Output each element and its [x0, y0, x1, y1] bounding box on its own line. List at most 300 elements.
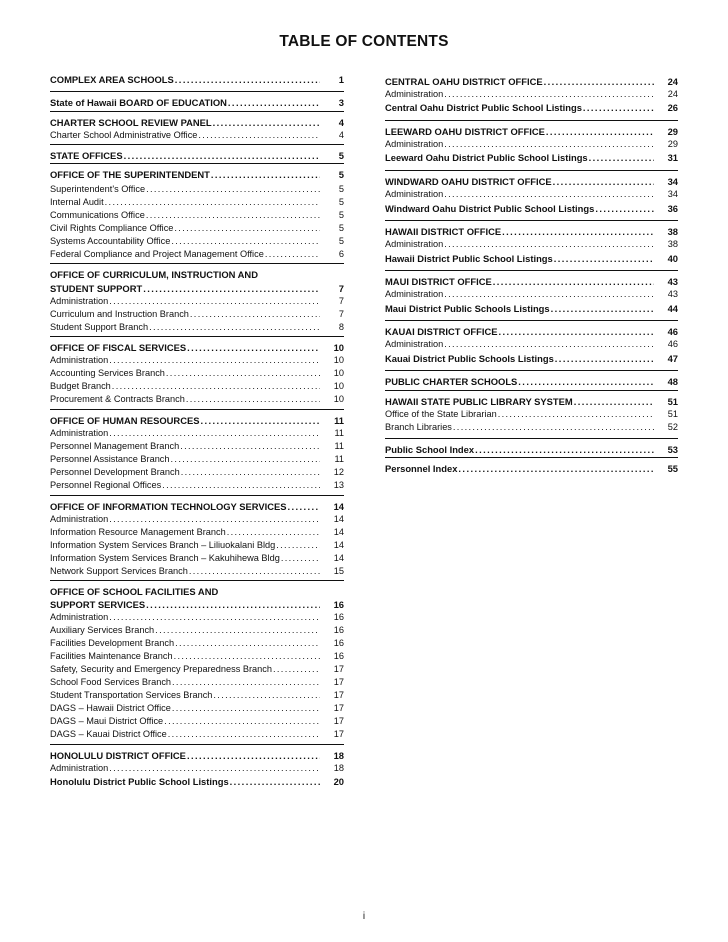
toc-entry-page: 7: [338, 309, 344, 319]
dot-leader: [105, 197, 320, 208]
toc-entry-page: 17: [333, 716, 344, 726]
dot-leader: [518, 376, 654, 387]
toc-entry-label: Administration: [50, 763, 109, 773]
toc-entry[interactable]: [50, 514, 344, 525]
toc-entry-label: OFFICE OF CURRICULUM, INSTRUCTION AND: [50, 269, 258, 280]
toc-entry-label: STUDENT SUPPORT: [50, 283, 143, 294]
dot-leader: [444, 239, 654, 250]
dot-leader: [444, 89, 654, 100]
dot-leader: [493, 276, 654, 287]
toc-entry[interactable]: [50, 729, 344, 740]
toc-entry-label: OFFICE OF THE SUPERINTENDENT: [50, 169, 210, 180]
toc-entry-label: Information System Services Branch – Liliuokalani Bldg: [50, 540, 276, 550]
toc-entry-label: CHARTER SCHOOL REVIEW PANEL: [50, 117, 212, 128]
toc-entry-label: Administration: [50, 428, 109, 438]
dot-leader: [498, 409, 654, 420]
toc-entry-page: 10: [333, 368, 344, 378]
toc-entry-label: School Food Services Branch: [50, 677, 172, 687]
toc-entry[interactable]: [50, 776, 344, 787]
toc-entry-page: 7: [338, 296, 344, 306]
dot-leader: [181, 467, 320, 478]
toc-entry[interactable]: [50, 690, 344, 701]
toc-entry[interactable]: [50, 501, 344, 512]
toc-entry-page: 48: [667, 376, 678, 387]
section-divider: [385, 120, 678, 121]
dot-leader: [499, 326, 655, 337]
toc-entry-page: 5: [338, 197, 344, 207]
toc-entry[interactable]: [50, 169, 344, 180]
dot-leader: [458, 463, 654, 474]
dot-leader: [198, 130, 320, 141]
dot-leader: [553, 176, 654, 187]
toc-entry[interactable]: [50, 184, 344, 195]
toc-entry[interactable]: [385, 303, 678, 314]
toc-entry-page: 11: [334, 454, 344, 464]
toc-entry-page: 13: [333, 480, 344, 490]
toc-entry-label: Personnel Regional Offices: [50, 480, 162, 490]
section-divider: [50, 91, 344, 92]
toc-entry-label: Administration: [50, 296, 109, 306]
toc-entry-label: DAGS – Kauai District Office: [50, 729, 167, 739]
toc-entry-page: 52: [667, 422, 678, 432]
dot-leader: [166, 368, 320, 379]
toc-entry-label: Communications Office: [50, 210, 145, 220]
section-divider: [50, 144, 344, 145]
dot-leader: [444, 189, 654, 200]
toc-entry-label: Facilities Maintenance Branch: [50, 651, 173, 661]
toc-entry-label: Federal Compliance and Project Management Office: [50, 249, 264, 259]
toc-entry-page: 5: [338, 210, 344, 220]
toc-entry-label: Administration: [385, 339, 444, 349]
toc-entry-page: 43: [667, 276, 678, 287]
toc-entry[interactable]: [50, 599, 344, 610]
toc-entry-label: Safety, Security and Emergency Preparedness Branch: [50, 664, 272, 674]
toc-entry[interactable]: [50, 309, 344, 320]
toc-entry[interactable]: [385, 353, 678, 364]
dot-leader: [281, 553, 320, 564]
dot-leader: [502, 226, 654, 237]
toc-entry-page: 46: [667, 339, 678, 349]
page-title: TABLE OF CONTENTS: [279, 33, 449, 50]
section-divider: [385, 320, 678, 321]
section-divider: [385, 220, 678, 221]
toc-entry[interactable]: [50, 97, 344, 108]
toc-entry[interactable]: [50, 664, 344, 675]
toc-entry-label: WINDWARD OAHU DISTRICT OFFICE: [385, 176, 552, 187]
dot-leader: [172, 677, 320, 688]
toc-entry[interactable]: [50, 236, 344, 247]
toc-entry-label: Systems Accountability Office: [50, 236, 171, 246]
toc-entry[interactable]: [50, 763, 344, 774]
toc-entry-label: Administration: [385, 289, 444, 299]
toc-entry-page: 5: [338, 236, 344, 246]
toc-entry-page: 17: [333, 690, 344, 700]
toc-entry[interactable]: [50, 703, 344, 714]
dot-leader: [574, 396, 654, 407]
dot-leader: [227, 527, 320, 538]
dot-leader: [583, 102, 654, 113]
dot-leader: [187, 750, 320, 761]
dot-leader: [155, 625, 320, 636]
toc-entry-page: 29: [667, 126, 678, 137]
dot-leader: [544, 76, 654, 87]
dot-leader: [200, 415, 320, 426]
toc-entry[interactable]: [385, 326, 678, 337]
dot-leader: [109, 428, 320, 439]
toc-entry-page: 17: [333, 729, 344, 739]
toc-entry[interactable]: [385, 276, 678, 287]
dot-leader: [146, 184, 320, 195]
dot-leader: [444, 139, 654, 150]
toc-entry-label: Superintendent's Office: [50, 184, 146, 194]
toc-entry[interactable]: [50, 454, 344, 465]
toc-entry-page: 38: [667, 226, 678, 237]
section-divider: [385, 390, 678, 391]
section-divider: [50, 263, 344, 264]
toc-entry-page: 24: [667, 76, 678, 87]
dot-leader: [475, 444, 654, 455]
toc-entry[interactable]: [50, 677, 344, 688]
toc-entry[interactable]: [50, 480, 344, 491]
toc-entry[interactable]: [385, 139, 678, 150]
dot-leader: [595, 203, 654, 214]
toc-entry-page: 44: [667, 303, 678, 314]
toc-entry-page: 16: [333, 599, 344, 610]
toc-entry[interactable]: [50, 716, 344, 727]
toc-entry-label: COMPLEX AREA SCHOOLS: [50, 74, 174, 85]
toc-entry-label: HONOLULU DISTRICT OFFICE: [50, 750, 186, 761]
toc-entry-label: Administration: [385, 239, 444, 249]
toc-entry-label: Administration: [50, 514, 109, 524]
dot-leader: [190, 309, 320, 320]
toc-entry-page: 10: [333, 355, 344, 365]
section-divider: [385, 438, 678, 439]
toc-entry-page: 14: [333, 540, 344, 550]
dot-leader: [175, 638, 320, 649]
toc-entry[interactable]: [50, 197, 344, 208]
toc-entry[interactable]: [385, 422, 678, 433]
toc-entry-page: 11: [334, 441, 344, 451]
dot-leader: [109, 514, 320, 525]
toc-entry-page: 17: [333, 677, 344, 687]
dot-leader: [554, 253, 654, 264]
section-divider: [50, 163, 344, 164]
toc-entry[interactable]: [50, 355, 344, 366]
section-divider: [50, 111, 344, 112]
toc-entry-page: 43: [667, 289, 678, 299]
toc-entry[interactable]: [50, 269, 344, 280]
page-number: i: [362, 911, 366, 922]
dot-leader: [175, 74, 320, 85]
toc-entry[interactable]: [50, 74, 344, 85]
dot-leader: [213, 117, 320, 128]
toc-entry-label: Public School Index: [385, 444, 475, 455]
toc-entry-label: OFFICE OF INFORMATION TECHNOLOGY SERVICES: [50, 501, 287, 512]
dot-leader: [164, 716, 320, 727]
toc-entry[interactable]: [50, 441, 344, 452]
toc-entry-label: Honolulu District Public School Listings: [50, 776, 229, 787]
toc-entry[interactable]: [385, 152, 678, 163]
dot-leader: [555, 353, 654, 364]
toc-entry-label: OFFICE OF SCHOOL FACILITIES AND: [50, 586, 219, 597]
toc-entry-page: 14: [333, 501, 344, 512]
toc-entry-label: DAGS – Hawaii District Office: [50, 703, 171, 713]
toc-entry[interactable]: [50, 638, 344, 649]
toc-entry-label: Student Support Branch: [50, 322, 149, 332]
toc-entry-page: 14: [333, 514, 344, 524]
toc-entry[interactable]: [385, 176, 678, 187]
dot-leader: [287, 501, 320, 512]
section-divider: [50, 580, 344, 581]
toc-entry-page: 16: [333, 638, 344, 648]
section-divider: [385, 457, 678, 458]
dot-leader: [112, 381, 320, 392]
dot-leader: [589, 152, 654, 163]
toc-entry-page: 7: [338, 283, 344, 294]
toc-entry-label: Charter School Administrative Office: [50, 130, 198, 140]
toc-entry-label: Civil Rights Compliance Office: [50, 223, 174, 233]
toc-entry[interactable]: [50, 283, 344, 294]
toc-entry[interactable]: [50, 467, 344, 478]
dot-leader: [211, 169, 320, 180]
dot-leader: [273, 664, 320, 675]
dot-leader: [186, 394, 320, 405]
toc-entry[interactable]: [50, 586, 344, 597]
toc-entry-page: 10: [333, 381, 344, 391]
toc-entry[interactable]: [385, 444, 678, 455]
toc-entry-label: HAWAII DISTRICT OFFICE: [385, 226, 502, 237]
section-divider: [50, 495, 344, 496]
toc-entry[interactable]: [385, 203, 678, 214]
dot-leader: [146, 599, 320, 610]
dot-leader: [551, 303, 654, 314]
dot-leader: [444, 339, 654, 350]
dot-leader: [171, 454, 320, 465]
toc-entry[interactable]: [50, 381, 344, 392]
dot-leader: [171, 236, 320, 247]
toc-entry-label: Personnel Assistance Branch: [50, 454, 170, 464]
toc-entry-label: Internal Audit: [50, 197, 104, 207]
toc-entry-label: Windward Oahu District Public School Listings: [385, 203, 595, 214]
toc-entry-page: 36: [667, 203, 678, 214]
toc-entry-label: HAWAII STATE PUBLIC LIBRARY SYSTEM: [385, 396, 573, 407]
toc-entry-label: OFFICE OF FISCAL SERVICES: [50, 342, 187, 353]
toc-entry-page: 11: [334, 428, 344, 438]
dot-leader: [109, 612, 320, 623]
section-divider: [385, 270, 678, 271]
toc-entry-page: 17: [333, 664, 344, 674]
toc-entry[interactable]: [50, 540, 344, 551]
toc-entry-page: 14: [333, 553, 344, 563]
toc-entry-page: 3: [338, 97, 344, 108]
toc-entry-label: DAGS – Maui District Office: [50, 716, 164, 726]
toc-entry-label: OFFICE OF HUMAN RESOURCES: [50, 415, 200, 426]
dot-leader: [213, 690, 320, 701]
toc-entry[interactable]: [50, 210, 344, 221]
toc-entry-page: 1: [338, 74, 344, 85]
toc-entry-page: 34: [667, 176, 678, 187]
toc-entry-label: Administration: [385, 89, 444, 99]
section-divider: [50, 744, 344, 745]
toc-entry[interactable]: [50, 342, 344, 353]
toc-entry-label: State of Hawaii BOARD OF EDUCATION: [50, 97, 227, 108]
dot-leader: [109, 296, 320, 307]
dot-leader: [187, 342, 320, 353]
toc-entry-page: 29: [667, 139, 678, 149]
dot-leader: [265, 249, 320, 260]
toc-entry-label: Administration: [50, 612, 109, 622]
toc-entry[interactable]: [385, 102, 678, 113]
toc-entry[interactable]: [385, 76, 678, 87]
toc-entry[interactable]: [385, 339, 678, 350]
dot-leader: [276, 540, 320, 551]
toc-entry-page: 51: [667, 409, 678, 419]
toc-entry-page: 16: [333, 651, 344, 661]
toc-entry-page: 24: [667, 89, 678, 99]
toc-entry[interactable]: [50, 368, 344, 379]
toc-entry[interactable]: [50, 223, 344, 234]
toc-entry-page: 10: [333, 342, 344, 353]
toc-entry-page: 17: [333, 703, 344, 713]
toc-entry-label: Auxiliary Services Branch: [50, 625, 155, 635]
toc-entry-page: 34: [667, 189, 678, 199]
toc-entry-label: Procurement & Contracts Branch: [50, 394, 185, 404]
dot-leader: [228, 97, 320, 108]
toc-entry[interactable]: [385, 409, 678, 420]
toc-entry-label: Hawaii District Public School Listings: [385, 253, 553, 264]
dot-leader: [146, 210, 320, 221]
dot-leader: [143, 283, 320, 294]
section-divider: [50, 409, 344, 410]
toc-entry-page: 38: [667, 239, 678, 249]
toc-entry[interactable]: [50, 612, 344, 623]
toc-entry[interactable]: [50, 150, 344, 161]
toc-entry-page: 20: [333, 776, 344, 787]
toc-entry-label: Kauai District Public Schools Listings: [385, 353, 554, 364]
dot-leader: [230, 776, 320, 787]
toc-entry-page: 12: [333, 467, 344, 477]
toc-entry[interactable]: [50, 553, 344, 564]
dot-leader: [174, 223, 320, 234]
toc-entry-page: 31: [667, 152, 678, 163]
toc-entry-label: CENTRAL OAHU DISTRICT OFFICE: [385, 76, 543, 87]
toc-entry-page: 47: [667, 353, 678, 364]
toc-entry[interactable]: [50, 117, 344, 128]
dot-leader: [180, 441, 320, 452]
section-divider: [50, 336, 344, 337]
toc-entry[interactable]: [50, 750, 344, 761]
toc-entry-page: 18: [333, 750, 344, 761]
dot-leader: [172, 703, 320, 714]
toc-entry[interactable]: [50, 651, 344, 662]
toc-entry-label: Accounting Services Branch: [50, 368, 165, 378]
toc-entry-label: Central Oahu District Public School Listings: [385, 102, 582, 113]
dot-leader: [453, 422, 654, 433]
toc-entry[interactable]: [385, 396, 678, 407]
toc-entry-label: STATE OFFICES: [50, 150, 123, 161]
toc-entry[interactable]: [50, 130, 344, 141]
toc-entry-page: 5: [338, 169, 344, 180]
section-divider: [385, 170, 678, 171]
toc-entry-label: LEEWARD OAHU DISTRICT OFFICE: [385, 126, 545, 137]
toc-entry-label: Branch Libraries: [385, 422, 452, 432]
toc-entry-label: Curriculum and Instruction Branch: [50, 309, 189, 319]
dot-leader: [189, 566, 320, 577]
toc-entry-page: 40: [667, 253, 678, 264]
toc-entry[interactable]: [385, 126, 678, 137]
toc-entry-label: Administration: [50, 355, 109, 365]
toc-entry-page: 10: [333, 394, 344, 404]
toc-entry[interactable]: [385, 239, 678, 250]
dot-leader: [149, 322, 320, 333]
dot-leader: [168, 729, 320, 740]
toc-entry-label: Personnel Management Branch: [50, 441, 180, 451]
toc-entry-label: Information System Services Branch – Kakuhihewa Bldg: [50, 553, 280, 563]
toc-entry-label: Information Resource Management Branch: [50, 527, 226, 537]
toc-entry-page: 15: [333, 566, 344, 576]
toc-entry[interactable]: [50, 566, 344, 577]
toc-entry[interactable]: [50, 322, 344, 333]
toc-entry-label: SUPPORT SERVICES: [50, 599, 146, 610]
toc-entry[interactable]: [50, 415, 344, 426]
toc-entry-page: 46: [667, 326, 678, 337]
toc-entry-label: KAUAI DISTRICT OFFICE: [385, 326, 498, 337]
toc-entry-page: 5: [338, 150, 344, 161]
toc-entry-page: 26: [667, 102, 678, 113]
toc-entry-label: PUBLIC CHARTER SCHOOLS: [385, 376, 518, 387]
toc-entry[interactable]: [50, 527, 344, 538]
toc-entry-label: Administration: [385, 189, 444, 199]
dot-leader: [174, 651, 320, 662]
toc-entry-label: MAUI DISTRICT OFFICE: [385, 276, 492, 287]
toc-entry[interactable]: [50, 296, 344, 307]
toc-entry[interactable]: [50, 625, 344, 636]
toc-entry[interactable]: [385, 253, 678, 264]
dot-leader: [109, 763, 320, 774]
toc-entry-page: 51: [667, 396, 678, 407]
toc-entry-label: Personnel Development Branch: [50, 467, 180, 477]
toc-entry-page: 16: [333, 612, 344, 622]
toc-entry[interactable]: [385, 376, 678, 387]
toc-entry-label: Maui District Public Schools Listings: [385, 303, 550, 314]
toc-entry-label: Administration: [385, 139, 444, 149]
toc-entry-page: 11: [334, 415, 344, 426]
toc-entry-label: Facilities Development Branch: [50, 638, 175, 648]
toc-entry[interactable]: [385, 463, 678, 474]
dot-leader: [444, 289, 654, 300]
dot-leader: [546, 126, 654, 137]
toc-entry[interactable]: [385, 189, 678, 200]
section-divider: [385, 370, 678, 371]
toc-entry-label: Budget Branch: [50, 381, 111, 391]
toc-entry[interactable]: [385, 89, 678, 100]
toc-entry[interactable]: [50, 394, 344, 405]
toc-entry[interactable]: [50, 428, 344, 439]
dot-leader: [124, 150, 320, 161]
toc-entry[interactable]: [385, 289, 678, 300]
toc-entry-label: Student Transportation Services Branch: [50, 690, 213, 700]
toc-entry-page: 18: [333, 763, 344, 773]
toc-entry-page: 4: [338, 117, 344, 128]
toc-entry-page: 53: [667, 444, 678, 455]
toc-entry-page: 8: [338, 322, 344, 332]
toc-entry[interactable]: [385, 226, 678, 237]
dot-leader: [162, 480, 320, 491]
toc-entry-label: Personnel Index: [385, 463, 458, 474]
toc-entry-page: 14: [333, 527, 344, 537]
toc-entry[interactable]: [50, 249, 344, 260]
toc-entry-page: 5: [338, 184, 344, 194]
